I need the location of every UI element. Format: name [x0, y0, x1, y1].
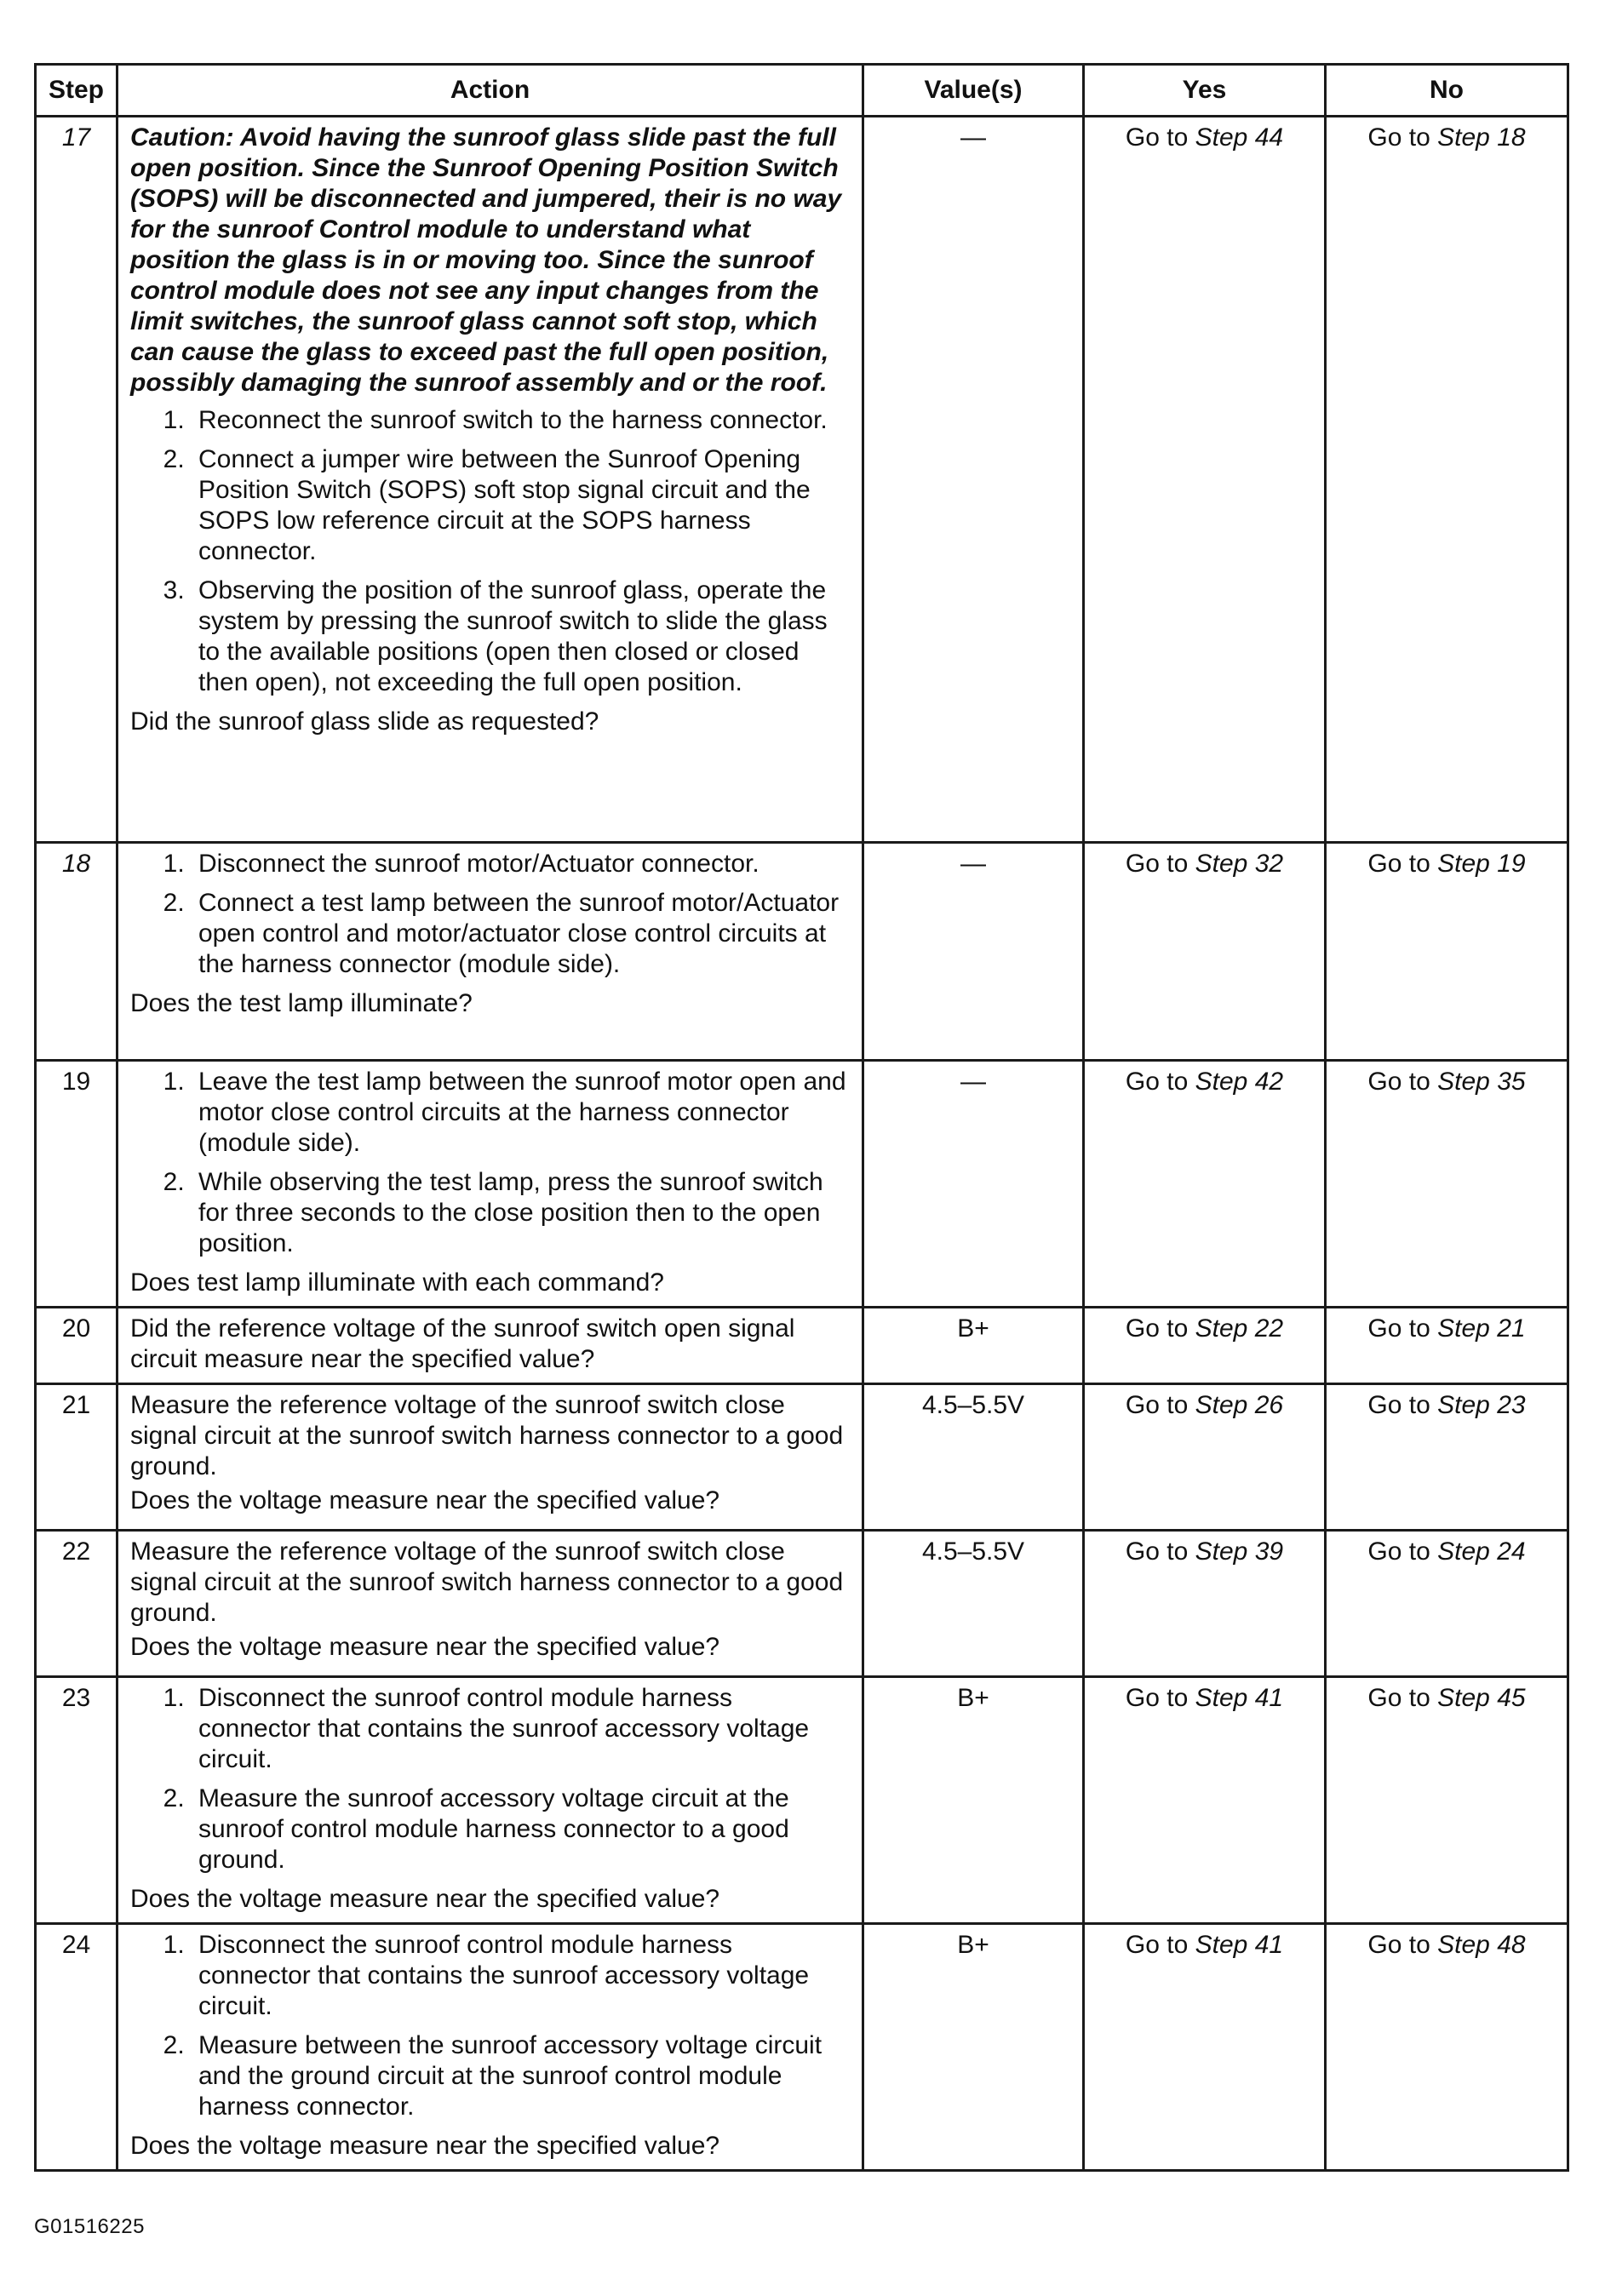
- value-cell: B+: [863, 1308, 1084, 1384]
- value-cell: —: [863, 117, 1084, 843]
- goto-step-word: Step: [1195, 1391, 1248, 1419]
- goto-step-word: Step: [1195, 123, 1248, 152]
- step-cell: [36, 1531, 118, 1677]
- value-cell: B+: [863, 1677, 1084, 1924]
- goto-prefix: Go to: [1367, 1684, 1438, 1712]
- goto-prefix: Go to: [1125, 1314, 1195, 1343]
- step-cell: [36, 1061, 118, 1308]
- action-item: 2. Connect a jumper wire between the Sunroof Opening Position Switch (SOPS) soft stop signal circuit and the SOPS low reference circuit at the SOPS harness connector.: [192, 444, 850, 567]
- diagnostic-table: [34, 63, 1569, 2172]
- goto-step-number: 23: [1497, 1391, 1526, 1419]
- goto-step-number: 41: [1254, 1931, 1284, 1959]
- goto-step-number: 45: [1497, 1684, 1526, 1712]
- value-cell: 4.5–5.5V: [863, 1531, 1084, 1677]
- header-row: [36, 65, 1568, 117]
- no-cell: [1326, 1061, 1568, 1308]
- step-number: 19: [61, 1068, 91, 1096]
- step-number: 18: [61, 850, 91, 878]
- action-cell: [118, 1308, 863, 1384]
- goto-step-number: 26: [1254, 1391, 1284, 1419]
- value-cell: —: [863, 1061, 1084, 1308]
- goto-prefix: Go to: [1125, 1684, 1195, 1712]
- header-no: No: [1326, 65, 1568, 117]
- header-action: Action: [118, 65, 863, 117]
- goto-step-number: 21: [1497, 1314, 1526, 1343]
- goto-step-number: 41: [1254, 1684, 1284, 1712]
- header-yes: Yes: [1084, 65, 1326, 117]
- action-item: 2. Measure between the sunroof accessory voltage circuit and the ground circuit at the sunroof control module harness connector.: [192, 2030, 850, 2122]
- table-row: [36, 1061, 1568, 1308]
- action-cell: [118, 1677, 863, 1924]
- yes-cell: [1084, 1061, 1326, 1308]
- goto-step-word: Step: [1195, 1068, 1248, 1096]
- action-cell: [118, 843, 863, 1061]
- table-row: [36, 843, 1568, 1061]
- action-list: [130, 405, 850, 698]
- action-list: [130, 1930, 850, 2122]
- goto-step-word: Step: [1437, 1684, 1490, 1712]
- step-number: 22: [61, 1537, 91, 1566]
- step-number: 23: [61, 1684, 91, 1712]
- action-item: 1. Reconnect the sunroof switch to the harness connector.: [192, 405, 850, 436]
- question-text: Does the voltage measure near the specified value?: [130, 1486, 720, 1514]
- no-cell: [1326, 1924, 1568, 2171]
- action-cell: [118, 1924, 863, 2171]
- goto-prefix: Go to: [1367, 1931, 1438, 1959]
- step-cell: [36, 1924, 118, 2171]
- step-number: 20: [61, 1314, 91, 1343]
- goto-step-word: Step: [1195, 1684, 1248, 1712]
- action-item: 2. Connect a test lamp between the sunroof motor/Actuator open control and motor/actuator close control circuits at the harness connector (module side).: [192, 888, 850, 980]
- goto-step-word: Step: [1437, 850, 1490, 878]
- no-cell: [1326, 1677, 1568, 1924]
- table-row: [36, 1384, 1568, 1531]
- yes-cell: [1084, 843, 1326, 1061]
- goto-step-number: 39: [1254, 1537, 1284, 1566]
- step-cell: [36, 1308, 118, 1384]
- question-text: Does the voltage measure near the specified value?: [130, 1633, 720, 1661]
- goto-step-word: Step: [1437, 1068, 1490, 1096]
- action-list: [130, 849, 850, 980]
- action-text: Measure the reference voltage of the sunroof switch close signal circuit at the sunroof switch harness connector to a good ground.: [130, 1391, 844, 1480]
- action-list: [130, 1067, 850, 1259]
- question-text: Does the test lamp illuminate?: [130, 989, 473, 1017]
- goto-prefix: Go to: [1125, 1391, 1195, 1419]
- step-cell: [36, 1677, 118, 1924]
- value-cell: B+: [863, 1924, 1084, 2171]
- no-cell: [1326, 1308, 1568, 1384]
- yes-cell: [1084, 1924, 1326, 2171]
- table-row: [36, 117, 1568, 843]
- table-row: [36, 1531, 1568, 1677]
- table-row: [36, 1677, 1568, 1924]
- value-cell: —: [863, 843, 1084, 1061]
- goto-prefix: Go to: [1367, 1391, 1438, 1419]
- goto-step-word: Step: [1437, 1391, 1490, 1419]
- action-cell: [118, 1384, 863, 1531]
- goto-step-number: 22: [1254, 1314, 1284, 1343]
- action-item: 1. Disconnect the sunroof control module harness connector that contains the sunroof accessory voltage circuit.: [192, 1683, 850, 1775]
- step-cell: [36, 117, 118, 843]
- action-item: 1. Disconnect the sunroof motor/Actuator connector.: [192, 849, 850, 879]
- action-item: 3. Observing the position of the sunroof glass, operate the system by pressing the sunroof switch to slide the glass to the available positions (open then closed or closed then open), not exceeding the full open position.: [192, 575, 850, 698]
- goto-step-number: 19: [1497, 850, 1526, 878]
- step-number: 17: [61, 123, 91, 152]
- step-number: 21: [61, 1391, 91, 1419]
- yes-cell: [1084, 1531, 1326, 1677]
- action-cell: [118, 1061, 863, 1308]
- table-row: [36, 1308, 1568, 1384]
- goto-step-word: Step: [1437, 1537, 1490, 1566]
- goto-prefix: Go to: [1125, 1931, 1195, 1959]
- goto-step-word: Step: [1437, 1931, 1490, 1959]
- goto-prefix: Go to: [1367, 123, 1438, 152]
- goto-prefix: Go to: [1367, 1314, 1438, 1343]
- action-item: 1. Disconnect the sunroof control module harness connector that contains the sunroof accessory voltage circuit.: [192, 1930, 850, 2022]
- no-cell: [1326, 1384, 1568, 1531]
- action-cell: [118, 117, 863, 843]
- goto-step-number: 48: [1497, 1931, 1526, 1959]
- goto-step-word: Step: [1195, 850, 1248, 878]
- goto-step-number: 24: [1497, 1537, 1526, 1566]
- yes-cell: [1084, 117, 1326, 843]
- header-values: Value(s): [863, 65, 1084, 117]
- table-row: [36, 1924, 1568, 2171]
- question-text: Does the voltage measure near the specified value?: [130, 2132, 720, 2160]
- goto-step-word: Step: [1437, 123, 1490, 152]
- goto-step-number: 32: [1254, 850, 1284, 878]
- goto-step-word: Step: [1195, 1931, 1248, 1959]
- question-text: Does test lamp illuminate with each command?: [130, 1268, 664, 1297]
- goto-step-word: Step: [1195, 1314, 1248, 1343]
- goto-step-number: 42: [1254, 1068, 1284, 1096]
- goto-step-word: Step: [1195, 1537, 1248, 1566]
- yes-cell: [1084, 1308, 1326, 1384]
- goto-prefix: Go to: [1125, 123, 1195, 152]
- action-item: 1. Leave the test lamp between the sunroof motor open and motor close control circuits at the harness connector (module side).: [192, 1067, 850, 1159]
- goto-step-number: 44: [1254, 123, 1284, 152]
- question-text: Does the voltage measure near the specified value?: [130, 1885, 720, 1913]
- step-number: 24: [61, 1931, 91, 1959]
- yes-cell: [1084, 1677, 1326, 1924]
- action-item: 2. Measure the sunroof accessory voltage circuit at the sunroof control module harness connector to a good ground.: [192, 1784, 850, 1875]
- goto-step-number: 18: [1497, 123, 1526, 152]
- header-step: Step: [36, 65, 118, 117]
- goto-prefix: Go to: [1367, 850, 1438, 878]
- yes-cell: [1084, 1384, 1326, 1531]
- goto-prefix: Go to: [1125, 850, 1195, 878]
- step-cell: [36, 1384, 118, 1531]
- action-list: [130, 1683, 850, 1875]
- action-cell: [118, 1531, 863, 1677]
- no-cell: [1326, 843, 1568, 1061]
- no-cell: [1326, 1531, 1568, 1677]
- no-cell: [1326, 117, 1568, 843]
- action-text: Measure the reference voltage of the sunroof switch close signal circuit at the sunroof switch harness connector to a good ground.: [130, 1537, 844, 1627]
- value-cell: 4.5–5.5V: [863, 1384, 1084, 1531]
- action-text: Did the reference voltage of the sunroof switch open signal circuit measure near the specified value?: [130, 1314, 795, 1373]
- goto-prefix: Go to: [1367, 1537, 1438, 1566]
- step-cell: [36, 843, 118, 1061]
- goto-step-word: Step: [1437, 1314, 1490, 1343]
- question-text: Did the sunroof glass slide as requested?: [130, 707, 599, 736]
- caution-text: Caution: Avoid having the sunroof glass slide past the full open position. Since the Sunroof Opening Position Switch (SOPS) will be disconnected and jumpered, their is no way for the sunroof Control module to understand what position the glass is in or moving too. Since the sunroof control module does not see any input changes from the limit switches, the sunroof glass cannot soft stop, which can cause the glass to exceed past the full open position, possibly damaging the sunroof assembly and or the roof.: [130, 123, 842, 397]
- goto-step-number: 35: [1497, 1068, 1526, 1096]
- goto-prefix: Go to: [1367, 1068, 1438, 1096]
- table-body: [36, 117, 1568, 2171]
- figure-code: G01516225: [34, 2215, 145, 2238]
- goto-prefix: Go to: [1125, 1068, 1195, 1096]
- goto-prefix: Go to: [1125, 1537, 1195, 1566]
- action-item: 2. While observing the test lamp, press the sunroof switch for three seconds to the close position then to the open position.: [192, 1167, 850, 1259]
